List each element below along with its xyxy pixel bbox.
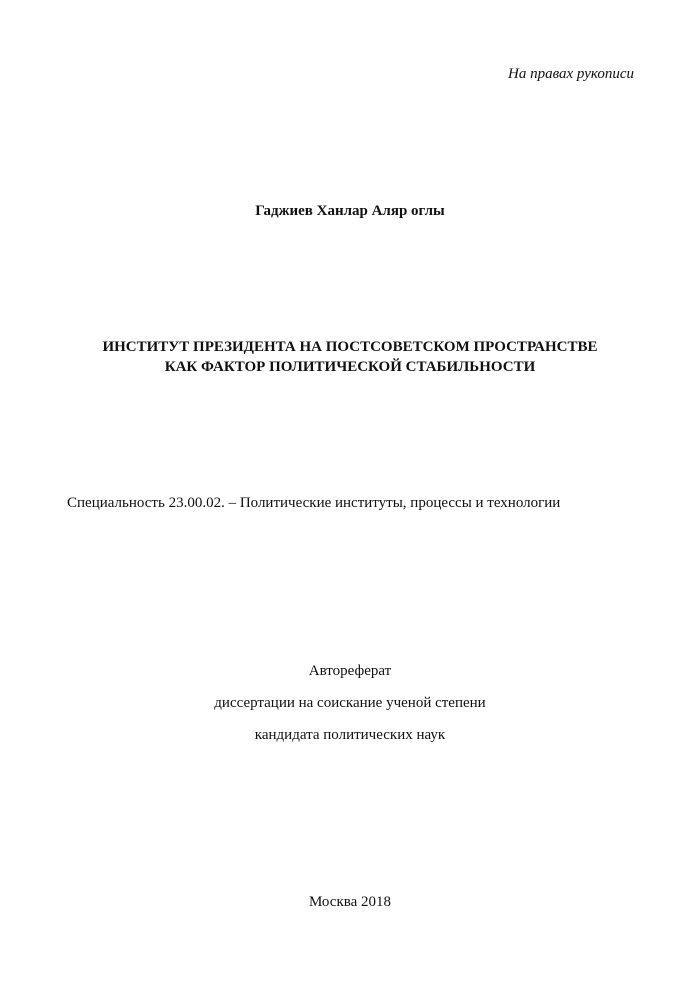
author-name: Гаджиев Ханлар Аляр оглы [255,203,445,219]
city-year: Москва 2018 [308,894,392,910]
abstract-line: диссертации на соискание ученой степени [214,695,486,711]
specialty-line: Специальность 23.00.02. – Политические институты, процессы и технологии [67,495,561,511]
abstract-line: кандидата политических наук [254,727,446,743]
dissertation-title [0,337,700,377]
abstract-line: Автореферат [308,663,392,679]
title-line: КАК ФАКТОР ПОЛИТИЧЕСКОЙ СТАБИЛЬНОСТИ [164,359,536,375]
rights-note: На правах рукописи [508,66,634,82]
title-line: ИНСТИТУТ ПРЕЗИДЕНТА НА ПОСТСОВЕТСКОМ ПРОСТРАНСТВЕ [102,339,598,355]
abstract-block [0,663,700,759]
